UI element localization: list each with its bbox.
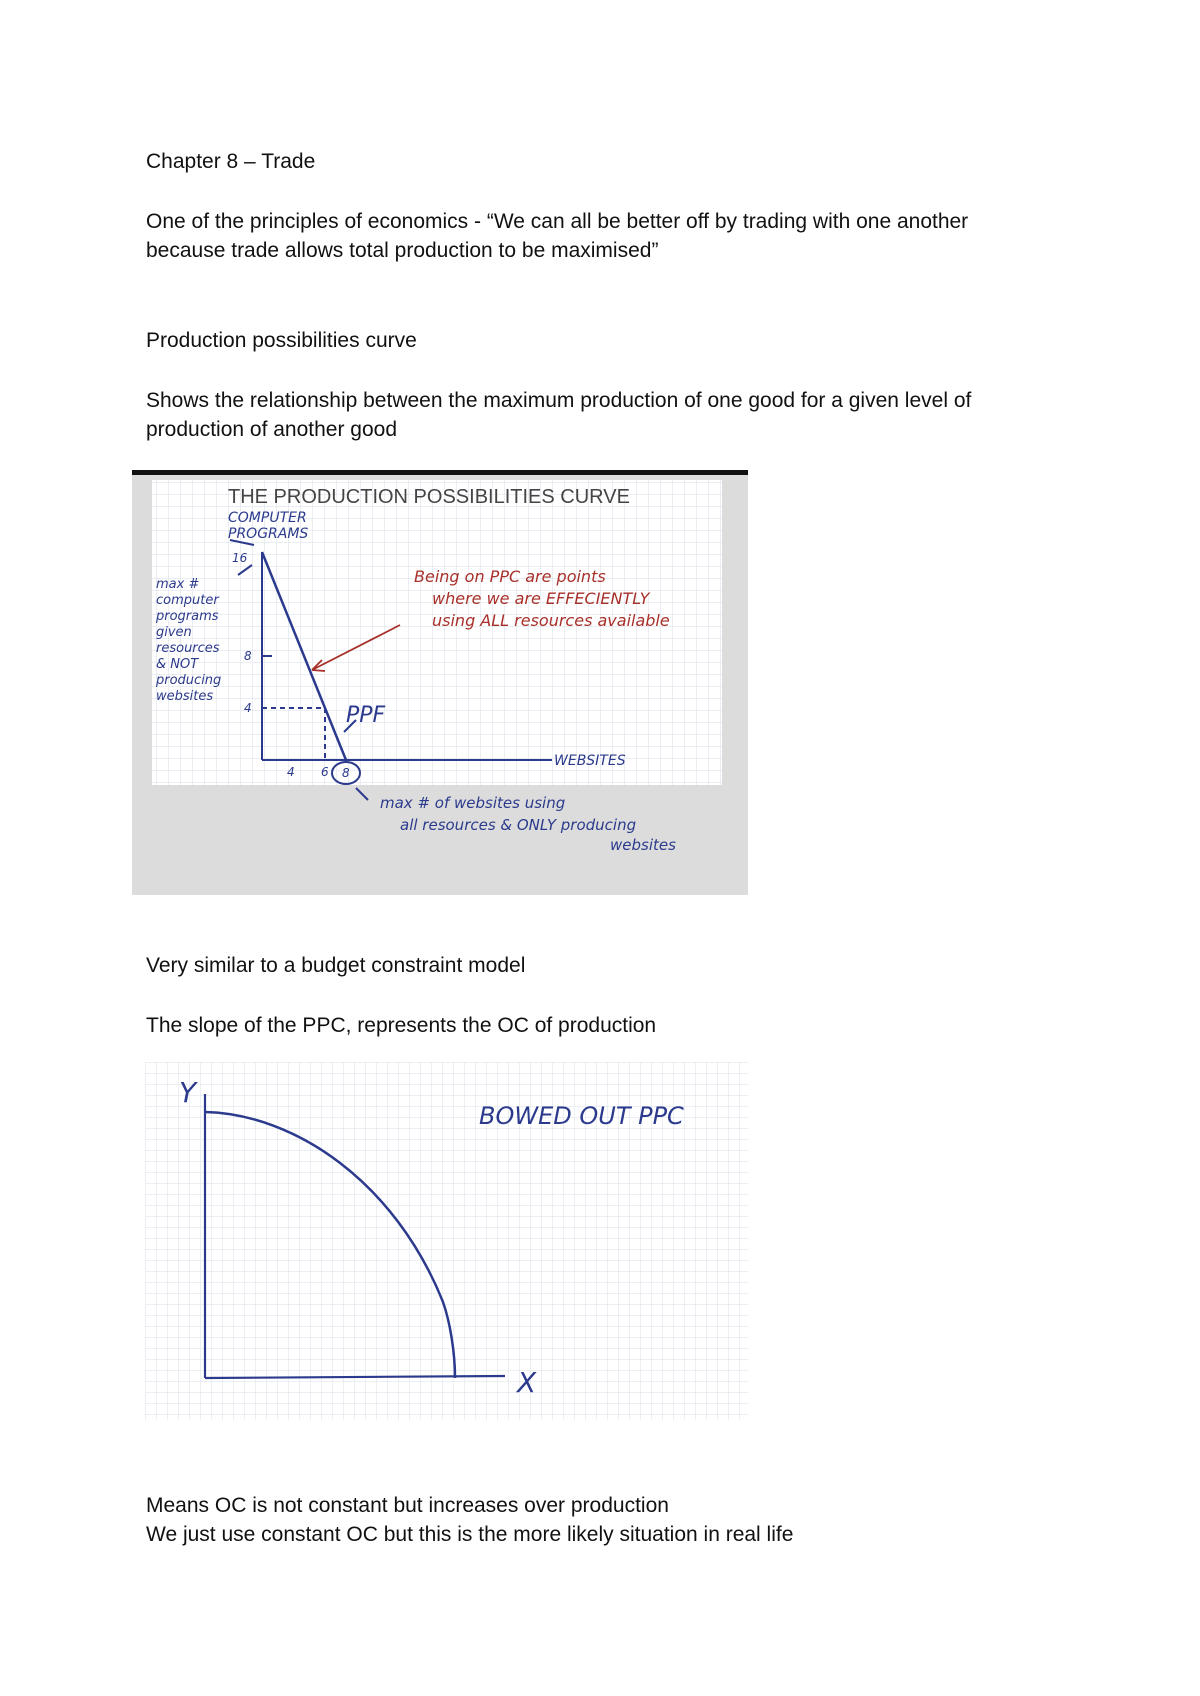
x-axis-label: X (517, 1366, 537, 1399)
ppc-definition-line-2: production of another good (146, 418, 398, 441)
svg-text:all resources & ONLY producing: all resources & ONLY producing (400, 816, 637, 834)
bottom-note (380, 794, 676, 854)
principle-text-line-2: because trade allows total production to be maximised” (146, 239, 659, 262)
figure-top-border (132, 470, 748, 475)
slope-text: The slope of the PPC, represents the OC of production (146, 1014, 657, 1037)
svg-text:Being on PPC are points: Being on PPC are points (414, 567, 606, 586)
x-tick-8: 8 (342, 766, 350, 780)
figure-title: BOWED OUT PPC (479, 1102, 684, 1130)
y-axis-label-2: PROGRAMS (228, 526, 309, 542)
x-tick-4: 4 (287, 765, 295, 779)
svg-text:using ALL resources available: using ALL resources available (432, 611, 670, 630)
constant-oc-text: We just use constant OC but this is the more likely situation in real life (146, 1523, 794, 1546)
y-tick-8: 8 (244, 649, 252, 663)
y-tick-16: 16 (232, 551, 248, 565)
svg-text:programs: programs (156, 609, 219, 624)
left-note (155, 577, 221, 704)
y-axis-label-1: COMPUTER (228, 510, 307, 526)
ppc-definition-line-1: Shows the relationship between the maximum production of one good for a given level of (146, 389, 972, 412)
svg-text:producing: producing (156, 673, 222, 688)
chapter-heading: Chapter 8 – Trade (146, 150, 316, 173)
svg-text:computer: computer (156, 593, 219, 608)
svg-text:max # of websites using: max # of websites using (380, 794, 566, 812)
bottom-note-arrow (356, 788, 368, 800)
svg-text:websites: websites (156, 689, 214, 704)
y-axis-label: Y (179, 1076, 197, 1109)
ppc-whiteboard-figure (132, 470, 748, 895)
principle-text-line-1: One of the principles of economics - “We can all be better off by trading with one another (146, 210, 969, 233)
y-tick-4: 4 (244, 701, 252, 715)
svg-text:websites: websites (610, 836, 676, 854)
oc-increase-text: Means OC is not constant but increases over production (146, 1494, 669, 1517)
svg-text:max #: max # (156, 577, 200, 592)
ppc-heading: Production possibilities curve (146, 329, 417, 352)
figure-title: THE PRODUCTION POSSIBILITIES CURVE (228, 486, 630, 508)
svg-text:& NOT: & NOT (156, 657, 199, 672)
budget-constraint-text: Very similar to a budget constraint model (146, 954, 526, 977)
bowed-out-ppc-figure (145, 1062, 748, 1420)
x-axis-label: WEBSITES (554, 753, 626, 769)
ppf-label: PPF (346, 703, 386, 728)
x-tick-6: 6 (321, 765, 329, 779)
svg-text:resources: resources (156, 641, 220, 656)
svg-text:given: given (156, 625, 192, 640)
svg-text:where we are EFFECIENTLY: where we are EFFECIENTLY (432, 589, 650, 608)
